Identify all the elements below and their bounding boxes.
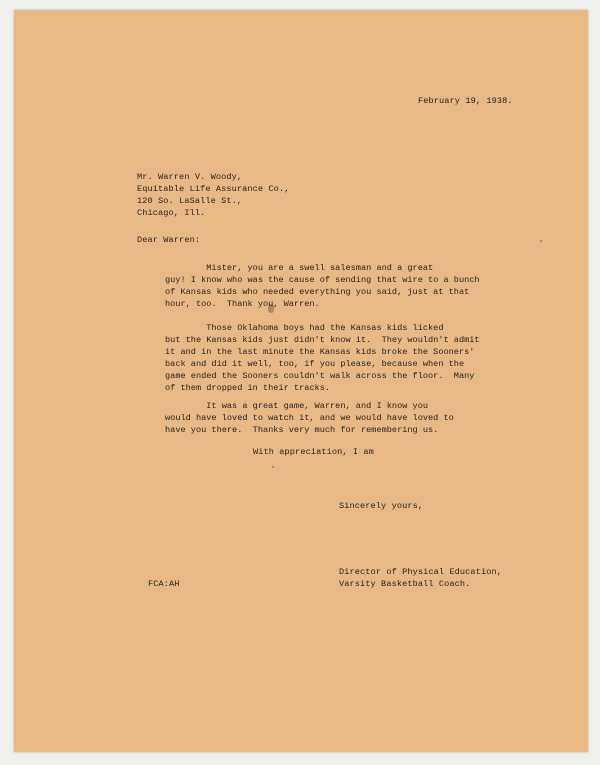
signature-subtitle: Varsity Basketball Coach. [339,579,471,589]
body-line: back and did it well, too, if you please, because when the [165,359,465,369]
paper-speck [272,466,274,468]
salutation: Dear Warren: [137,235,201,245]
body-line: It was a great game, Warren, and I know you [165,401,429,411]
recipient-street: 120 So. LaSalle St., [137,196,243,206]
recipient-name: Mr. Warren V. Woody, [137,172,243,182]
body-line: have you there. Thanks very much for remembering us. [165,425,439,435]
body-line: guy! I know who was the cause of sending that wire to a bunch [165,275,480,285]
body-paragraph-2 [165,322,495,394]
body-line: but the Kansas kids just didn't know it. They wouldn't admit [165,335,480,345]
body-line: would have loved to watch it, and we would have loved to [165,413,454,423]
body-line: it and in the last minute the Kansas kids broke the Sooners' [165,347,475,357]
body-paragraph-1 [165,262,495,310]
typist-initials: FCA:AH [148,579,180,589]
letter-date: February 19, 1938. [418,96,513,106]
complimentary-close: Sincerely yours, [339,501,424,511]
body-line: game ended the Sooners couldn't walk across the floor. Many [165,371,475,381]
ink-smudge [268,304,274,313]
body-line: Those Oklahoma boys had the Kansas kids licked [165,323,444,333]
recipient-company: Equitable Life Assurance Co., [137,184,290,194]
body-line: hour, too. Thank you, Warren. [165,299,320,309]
body-paragraph-3 [165,400,495,436]
recipient-city: Chicago, Ill. [137,208,206,218]
signature-title: Director of Physical Education, [339,567,502,577]
paper-speck [540,240,542,242]
body-line: of them dropped in their tracks. [165,383,331,393]
body-line: of Kansas kids who needed everything you said, just at that [165,287,470,297]
appreciation-line: With appreciation, I am [253,447,374,457]
body-line: Mister, you are a swell salesman and a great [165,263,434,273]
